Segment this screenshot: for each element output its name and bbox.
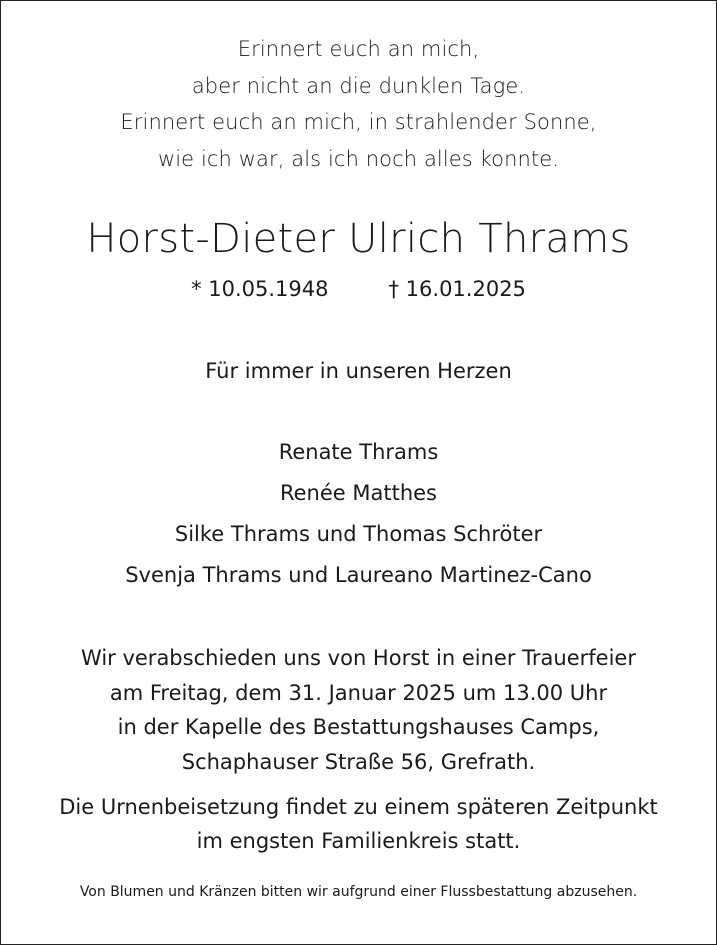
family-member: Svenja Thrams und Laureano Martinez-Cano (125, 563, 592, 587)
family-member: Silke Thrams und Thomas Schröter (174, 522, 543, 546)
deceased-name: Horst-Dieter Ulrich Thrams (86, 216, 631, 262)
poem (0, 31, 717, 177)
family-list (0, 432, 717, 596)
family-member: Renée Matthes (279, 481, 438, 505)
urn-line: im engsten Familienkreis statt. (196, 829, 521, 853)
family-member: Renate Thrams (278, 440, 439, 464)
motto: Für immer in unseren Herzen (205, 359, 512, 383)
service-line: Wir verabschieden uns von Horst in einer Trauerfeier (81, 646, 636, 670)
flowers-note: Von Blumen und Kränzen bitten wir aufgrund einer Flussbestattung abzusehen. (79, 884, 638, 900)
service-line: Schaphauser Straße 56, Grefrath. (181, 749, 536, 774)
urn-burial-info (0, 790, 717, 858)
poem-line: wie ich war, als ich noch alles konnte. (157, 146, 560, 171)
service-info (0, 641, 717, 779)
service-line: in der Kapelle des Bestattungshauses Camps, (117, 715, 600, 739)
poem-line: Erinnert euch an mich, (237, 37, 480, 61)
service-line: am Freitag, dem 31. Januar 2025 um 13.00 Uhr (109, 680, 608, 705)
birth-date: * 10.05.1948 (191, 277, 329, 301)
poem-line: Erinnert euch an mich, in strahlender Sonne, (120, 110, 597, 134)
life-dates (0, 271, 717, 307)
urn-line: Die Urnenbeisetzung findet zu einem späteren Zeitpunkt (59, 795, 658, 819)
death-date: † 16.01.2025 (388, 277, 526, 301)
poem-line: aber nicht an die dunklen Tage. (191, 73, 526, 98)
